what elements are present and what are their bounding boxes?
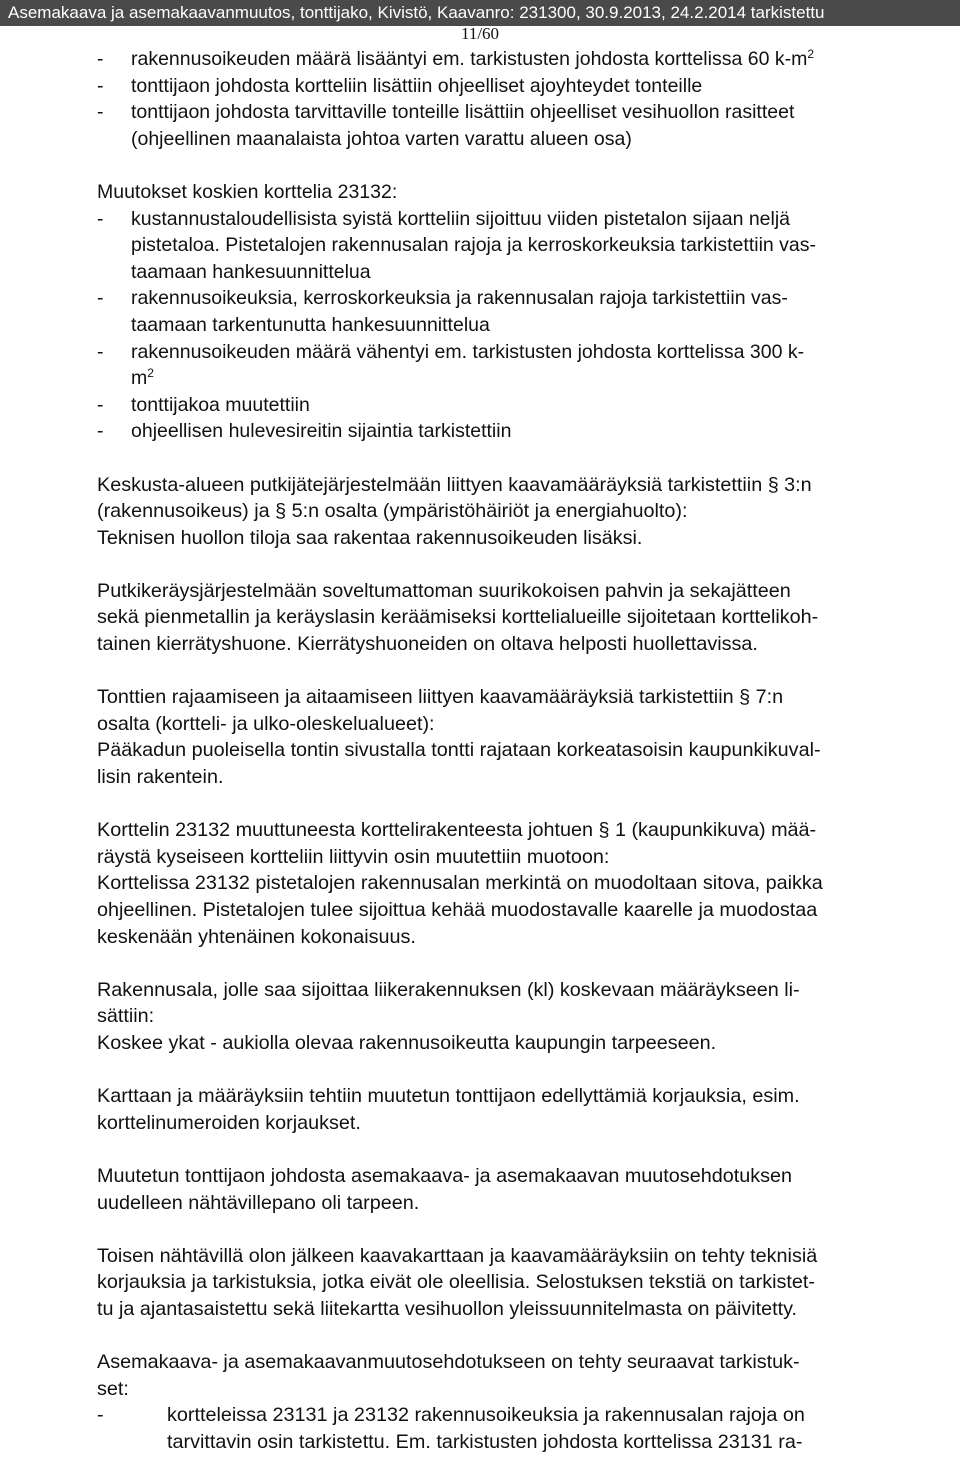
paragraph-gap xyxy=(97,1136,957,1163)
paragraph-line: Putkikeräysjärjestelmään soveltumattoman suurikokoisen pahvin ja sekajätteen xyxy=(97,579,791,602)
list-item-text xyxy=(131,46,814,73)
paragraph-line: Muutetun tonttijaon johdosta asemakaava- ja asemakaavan muutosehdotuksen xyxy=(97,1164,792,1187)
list-item-text: tonttijakoa muutettiin xyxy=(131,393,310,416)
paragraph-gap xyxy=(97,152,957,179)
paragraph-line: tainen kierrätyshuone. Kierrätyshuoneiden on oltava helposti huollettavissa. xyxy=(97,633,758,656)
document-body xyxy=(97,46,957,1455)
paragraph-gap xyxy=(97,1216,957,1243)
paragraph-line: Pääkadun puoleisella tontin sivustalla tontti rajataan korkeatasoisin kaupunkikuval- xyxy=(97,739,821,762)
paragraph-gap xyxy=(97,551,957,578)
paragraph-line: Korttelissa 23132 pistetalojen rakennusalan merkintä on muodoltaan sitova, paikka xyxy=(97,872,823,895)
list-dash: - xyxy=(97,340,104,363)
section-heading: Muutokset koskien korttelia 23132: xyxy=(97,180,398,203)
list-item xyxy=(97,46,957,73)
list-dash: - xyxy=(97,207,104,230)
paragraph-line: osalta (kortteli- ja ulko-oleskelualueet): xyxy=(97,712,435,735)
text-line: rakennusoikeuden määrä lisääntyi em. tarkistusten johdosta korttelissa 60 k-m xyxy=(131,48,808,70)
list-dash: - xyxy=(97,420,104,443)
list-item-text: kustannustaloudellisista syistä kortteliin sijoittuu viiden pistetalon sijaan neljä xyxy=(131,207,791,230)
list-dash: - xyxy=(97,287,104,310)
paragraph-gap xyxy=(97,950,957,977)
list-item-continuation xyxy=(97,365,957,392)
paragraph-gap xyxy=(97,1057,957,1084)
list-dash: - xyxy=(97,1404,104,1427)
paragraph-line: Koskee ykat - aukiolla olevaa rakennusoikeutta kaupungin tarpeeseen. xyxy=(97,1031,717,1054)
paragraph-line: (rakennusoikeus) ja § 5:n osalta (ympäristöhäiriöt ja energiahuolto): xyxy=(97,500,688,523)
paragraph-line: sättiin: xyxy=(97,1005,155,1028)
paragraph-line: sekä pienmetallin ja keräyslasin keräämiseksi korttelialueille sijoitetaan korttelikoh- xyxy=(97,606,819,629)
paragraph-line: keskenään yhtenäinen kokonaisuus. xyxy=(97,925,416,948)
list-item xyxy=(97,206,957,233)
list-item xyxy=(97,418,957,445)
paragraph-line: Asemakaava- ja asemakaavanmuutosehdotukseen on tehty seuraavat tarkistuk- xyxy=(97,1351,800,1374)
list-item xyxy=(97,73,957,100)
list-item xyxy=(97,392,957,419)
list-item xyxy=(97,339,957,366)
superscript: 2 xyxy=(807,47,815,61)
paragraph-line: lisin rakentein. xyxy=(97,766,224,789)
list-dash: - xyxy=(97,74,104,97)
text-line: m xyxy=(131,367,148,390)
list-item-continuation: (ohjeellinen maanalaista johtoa varten varattu alueen osa) xyxy=(131,127,632,150)
paragraph-line: räystä kyseiseen kortteliin liittyvin osin muutettiin muotoon: xyxy=(97,845,610,868)
list-item-text: rakennusoikeuksia, kerroskorkeuksia ja rakennusalan rajoja tarkistettiin vas- xyxy=(131,287,788,310)
list-item xyxy=(97,99,957,126)
paragraph-line: set: xyxy=(97,1377,129,1400)
page-number: 11/60 xyxy=(460,24,500,43)
list-item-continuation: pistetaloa. Pistetalojen rakennusalan rajoja ja kerroskorkeuksia tarkistettiin vas- xyxy=(131,234,817,257)
list-item xyxy=(97,285,957,312)
superscript: 2 xyxy=(147,366,154,381)
list-item-continuation: taamaan tarkentunutta hankesuunnittelua xyxy=(131,313,490,336)
document-title: Asemakaava ja asemakaavanmuutos, tonttijako, Kivistö, Kaavanro: 231300, 30.9.2013, 24.2.2014 tarkistettu xyxy=(8,3,825,22)
paragraph-gap xyxy=(97,1323,957,1350)
paragraph-line: Keskusta-alueen putkijätejärjestelmään liittyen kaavamääräyksiä tarkistettiin § 3:n xyxy=(97,473,812,496)
paragraph-line: Korttelin 23132 muuttuneesta korttelirakenteesta johtuen § 1 (kaupunkikuva) mää- xyxy=(97,819,817,842)
list-item-text: kortteleissa 23131 ja 23132 rakennusoikeuksia ja rakennusalan rajoja on xyxy=(167,1404,805,1427)
paragraph-line: uudelleen nähtävillepano oli tarpeen. xyxy=(97,1191,420,1214)
list-item-text: tonttijaon johdosta tarvittaville tonteille lisättiin ohjeelliset vesihuollon rasitteet xyxy=(131,101,795,124)
list-dash: - xyxy=(97,48,104,70)
paragraph-line: Tonttien rajaamiseen ja aitaamiseen liittyen kaavamääräyksiä tarkistettiin § 7:n xyxy=(97,686,784,709)
paragraph-line: Karttaan ja määräyksiin tehtiin muutetun tonttijaon edellyttämiä korjauksia, esim. xyxy=(97,1085,800,1108)
paragraph-line: ohjeellinen. Pistetalojen tulee sijoittua kehää muodostavalle kaarelle ja muodostaa xyxy=(97,899,818,921)
paragraph-line: Teknisen huollon tiloja saa rakentaa rakennusoikeuden lisäksi. xyxy=(97,526,643,549)
list-dash: - xyxy=(97,393,104,416)
list-item-continuation: tarvittavin osin tarkistettu. Em. tarkistusten johdosta korttelissa 23131 ra- xyxy=(167,1430,803,1453)
paragraph-line: Rakennusala, jolle saa sijoittaa liikerakennuksen (kl) koskevaan määräykseen li- xyxy=(97,978,800,1001)
list-dash: - xyxy=(97,101,104,124)
list-item-text: tonttijaon johdosta kortteliin lisättiin ohjeelliset ajoyhteydet tonteille xyxy=(131,74,703,97)
list-item-text: ohjeellisen hulevesireitin sijaintia tarkistettiin xyxy=(131,420,512,443)
paragraph-gap xyxy=(97,791,957,818)
paragraph-gap xyxy=(97,445,957,472)
paragraph-line: tu ja ajantasaistettu sekä liitekartta vesihuollon yleissuunnitelmasta on päivitetty. xyxy=(97,1297,798,1320)
document-header-bar xyxy=(0,0,960,26)
paragraph-line: korttelinumeroiden korjaukset. xyxy=(97,1111,361,1134)
paragraph-line: korjauksia ja tarkistuksia, jotka eivät ole oleellisia. Selostuksen tekstiä on tarkistet- xyxy=(97,1271,815,1294)
list-item-text: rakennusoikeuden määrä vähentyi em. tarkistusten johdosta korttelissa 300 k- xyxy=(131,340,805,363)
paragraph-line: Toisen nähtävillä olon jälkeen kaavakarttaan ja kaavamääräyksiin on tehty teknisiä xyxy=(97,1244,818,1267)
paragraph-gap xyxy=(97,658,957,685)
list-item-continuation: taamaan hankesuunnittelua xyxy=(131,260,371,283)
list-item xyxy=(97,1402,957,1429)
